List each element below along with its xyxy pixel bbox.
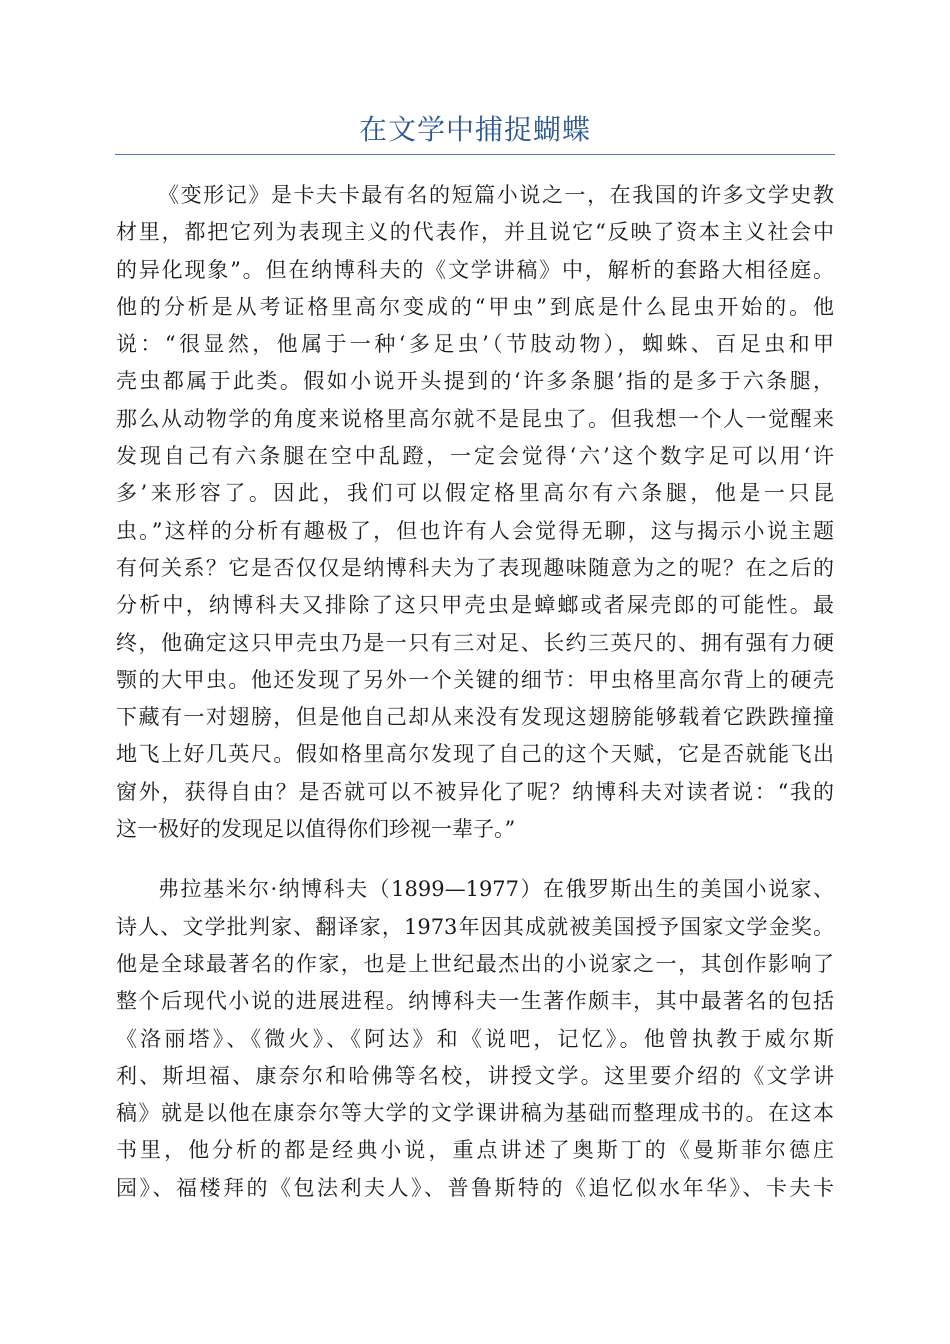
- paragraph-spacer: [116, 848, 834, 871]
- title-underline: [115, 154, 835, 155]
- document-body: [116, 177, 834, 1207]
- text-line: 分析中，纳博科夫又排除了这只甲壳虫是蟑螂或者屎壳郎的可能性。最: [116, 593, 834, 618]
- text-line: 他是全球最著名的作家，也是上世纪最杰出的小说家之一，其创作影响了: [116, 951, 834, 976]
- text-line: 多’来形容了。因此，我们可以假定格里高尔有六条腿，他是一只昆: [116, 481, 834, 506]
- text-line: 他的分析是从考证格里高尔变成的“甲虫”到底是什么昆虫开始的。他: [116, 294, 834, 319]
- text-line: 那么从动物学的角度来说格里高尔就不是昆虫了。但我想一个人一觉醒来: [116, 406, 834, 431]
- text-line: 材里，都把它列为表现主义的代表作，并且说它“反映了资本主义社会中: [116, 220, 834, 245]
- text-line: 虫。”这样的分析有趣极了，但也许有人会觉得无聊，这与揭示小说主题: [116, 518, 834, 543]
- text-line: 下藏有一对翅膀，但是他自己却从来没有发现这翅膀能够载着它跌跌撞撞: [116, 705, 834, 730]
- document-title: 在文学中捕捉蝴蝶: [358, 113, 591, 146]
- text-line: 壳虫都属于此类。假如小说开头提到的‘许多条腿’指的是多于六条腿，: [116, 369, 834, 394]
- text-line: 终，他确定这只甲壳虫乃是一只有三对足、长约三英尺的、拥有强有力硬: [116, 630, 834, 655]
- paragraph: [116, 871, 834, 1207]
- text-line: 说：“很显然，他属于一种‘多足虫’（节肢动物），蜘蛛、百足虫和甲: [116, 332, 834, 357]
- text-line: 利、斯坦福、康奈尔和哈佛等名校，讲授文学。这里要介绍的《文学讲: [116, 1063, 834, 1088]
- text-line: 颚的大甲虫。他还发现了另外一个关键的细节：甲虫格里高尔背上的硬壳: [116, 667, 834, 692]
- text-line: 书里，他分析的都是经典小说，重点讲述了奥斯丁的《曼斯菲尔德庄: [116, 1138, 834, 1163]
- text-line: 稿》就是以他在康奈尔等大学的文学课讲稿为基础而整理成书的。在这本: [116, 1101, 834, 1126]
- text-line: 这一极好的发现足以值得你们珍视一辈子。”: [116, 817, 516, 842]
- text-line: 发现自己有六条腿在空中乱蹬，一定会觉得‘六’这个数字足可以用‘许: [116, 444, 834, 469]
- text-line: 地飞上好几英尺。假如格里高尔发现了自己的这个天赋，它是否就能飞出: [116, 742, 834, 767]
- text-line: 《洛丽塔》、《微火》、《阿达》和《说吧，记忆》。他曾执教于威尔斯: [116, 1026, 834, 1051]
- text-line: 《变形记》是卡夫卡最有名的短篇小说之一，在我国的许多文学史教: [158, 183, 834, 207]
- text-line: 园》、福楼拜的《包法利夫人》、普鲁斯特的《追忆似水年华》、卡夫卡: [116, 1175, 834, 1200]
- text-line: 有何关系？它是否仅仅是纳博科夫为了表现趣味随意为之的呢？在之后的: [116, 555, 834, 580]
- text-line: 弗拉基米尔·纳博科夫（1899—1977）在俄罗斯出生的美国小说家、: [158, 877, 834, 902]
- text-line: 窗外，获得自由？是否就可以不被异化了呢？纳博科夫对读者说：“我的: [116, 779, 834, 804]
- text-line: 诗人、文学批判家、翻译家，1973年因其成就被美国授予国家文学金奖。: [116, 914, 834, 939]
- paragraph: [116, 177, 834, 848]
- text-line: 的异化现象”。但在纳博科夫的《文学讲稿》中，解析的套路大相径庭。: [116, 257, 834, 282]
- text-line: 整个后现代小说的进展进程。纳博科夫一生著作颇丰，其中最著名的包括: [116, 989, 834, 1014]
